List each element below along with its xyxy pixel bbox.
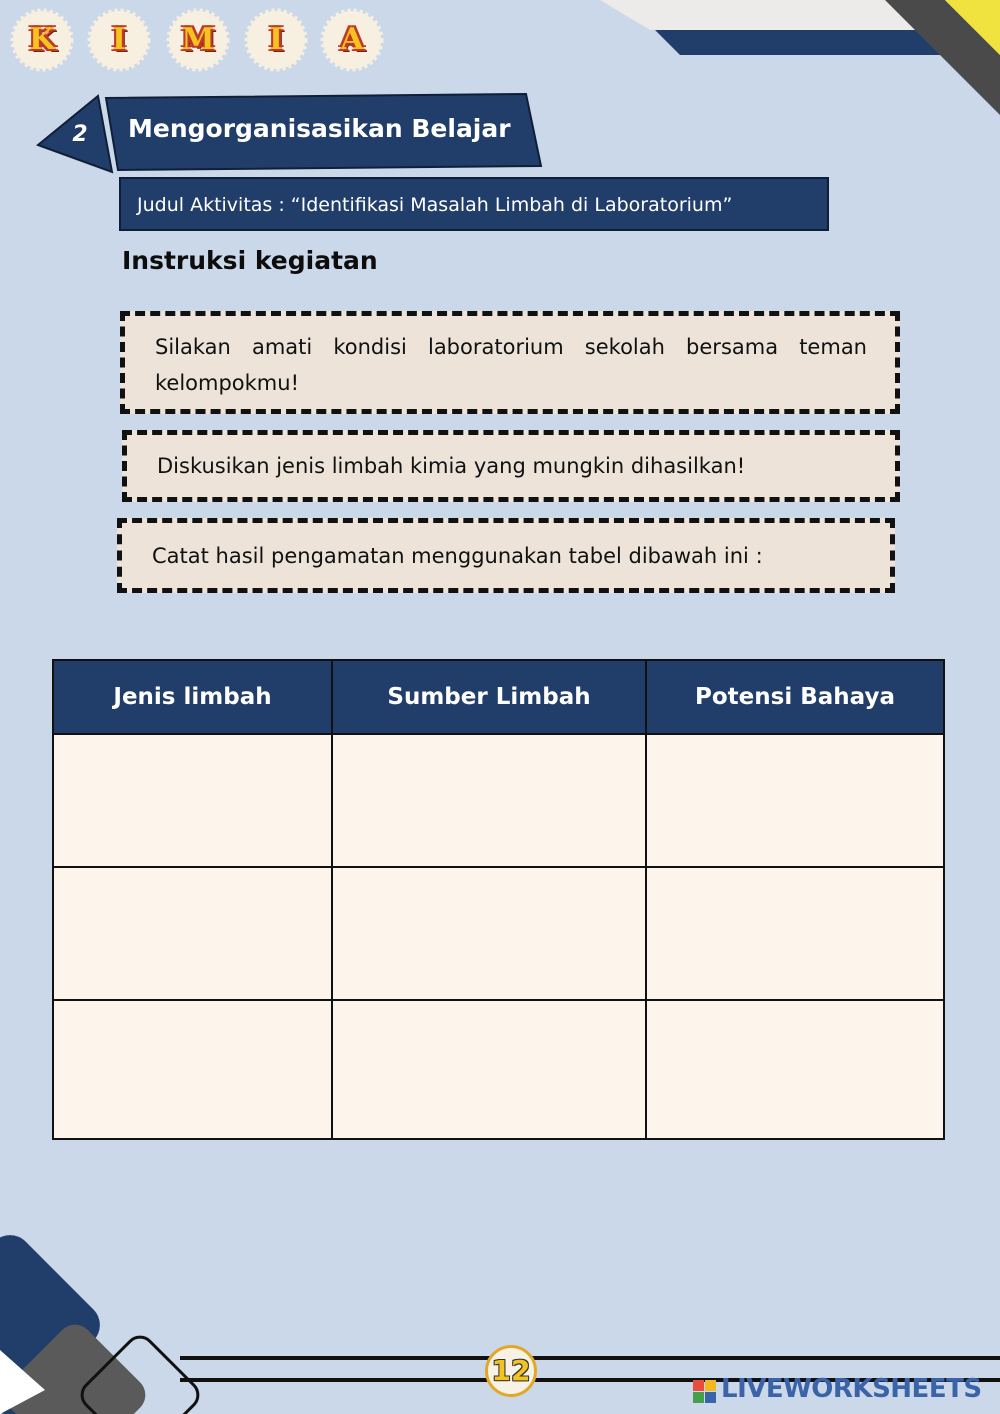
letter-badge [87,8,151,72]
letter-badge [166,8,230,72]
table-cell[interactable] [53,734,332,867]
column-header: Sumber Limbah [332,660,646,734]
section-number: 2 [72,122,88,147]
table-row [53,1000,944,1139]
instructions-heading: Instruksi kegiatan [122,246,378,275]
column-header: Jenis limbah [53,660,332,734]
letter-badge [10,8,74,72]
activity-title-box [119,177,829,231]
answer-input[interactable] [647,782,943,819]
table-cell[interactable] [332,734,646,867]
liveworksheets-brand: LIVEWORKSHEETS [721,1374,982,1404]
answer-input[interactable] [333,1051,645,1088]
column-header: Potensi Bahaya [646,660,944,734]
answer-input[interactable] [647,915,943,952]
instruction-text: Catat hasil pengamatan menggunakan tabel dibawah ini : [152,544,763,568]
letter-badge-text: I [111,22,127,57]
letter-badge-text: K [28,22,56,57]
answer-input[interactable] [54,915,331,952]
page-number: 12 [485,1345,537,1397]
letter-badge-text: I [268,22,284,57]
liveworksheets-icon [693,1380,717,1404]
answer-input[interactable] [333,782,645,819]
letter-badge [244,8,308,72]
instruction-box [122,430,900,502]
table-header-row [53,660,944,734]
liveworksheets-logo [693,1374,993,1408]
answer-input[interactable] [54,782,331,819]
observation-table [52,659,945,1140]
letter-badge [320,8,384,72]
answer-input[interactable] [647,1051,943,1088]
section-title: Mengorganisasikan Belajar [128,114,511,143]
table-cell[interactable] [332,867,646,1000]
letter-badge-text: M [181,22,215,57]
answer-input[interactable] [333,915,645,952]
table-cell[interactable] [53,867,332,1000]
instruction-text: Silakan amati kondisi laboratorium sekolah bersama teman kelompokmu! [155,335,867,395]
instruction-box [120,311,900,414]
top-navy-stripe [655,30,965,55]
table-row [53,867,944,1000]
table-cell[interactable] [646,867,944,1000]
activity-title: Judul Aktivitas : “Identifikasi Masalah Limbah di Laboratorium” [137,194,733,216]
instruction-box [117,518,895,593]
answer-input[interactable] [54,1051,331,1088]
table-cell[interactable] [646,734,944,867]
instruction-text: Diskusikan jenis limbah kimia yang mungkin dihasilkan! [157,454,746,478]
table-cell[interactable] [332,1000,646,1139]
letter-badge-text: A [340,22,364,57]
table-cell[interactable] [646,1000,944,1139]
table-row [53,734,944,867]
table-cell[interactable] [53,1000,332,1139]
